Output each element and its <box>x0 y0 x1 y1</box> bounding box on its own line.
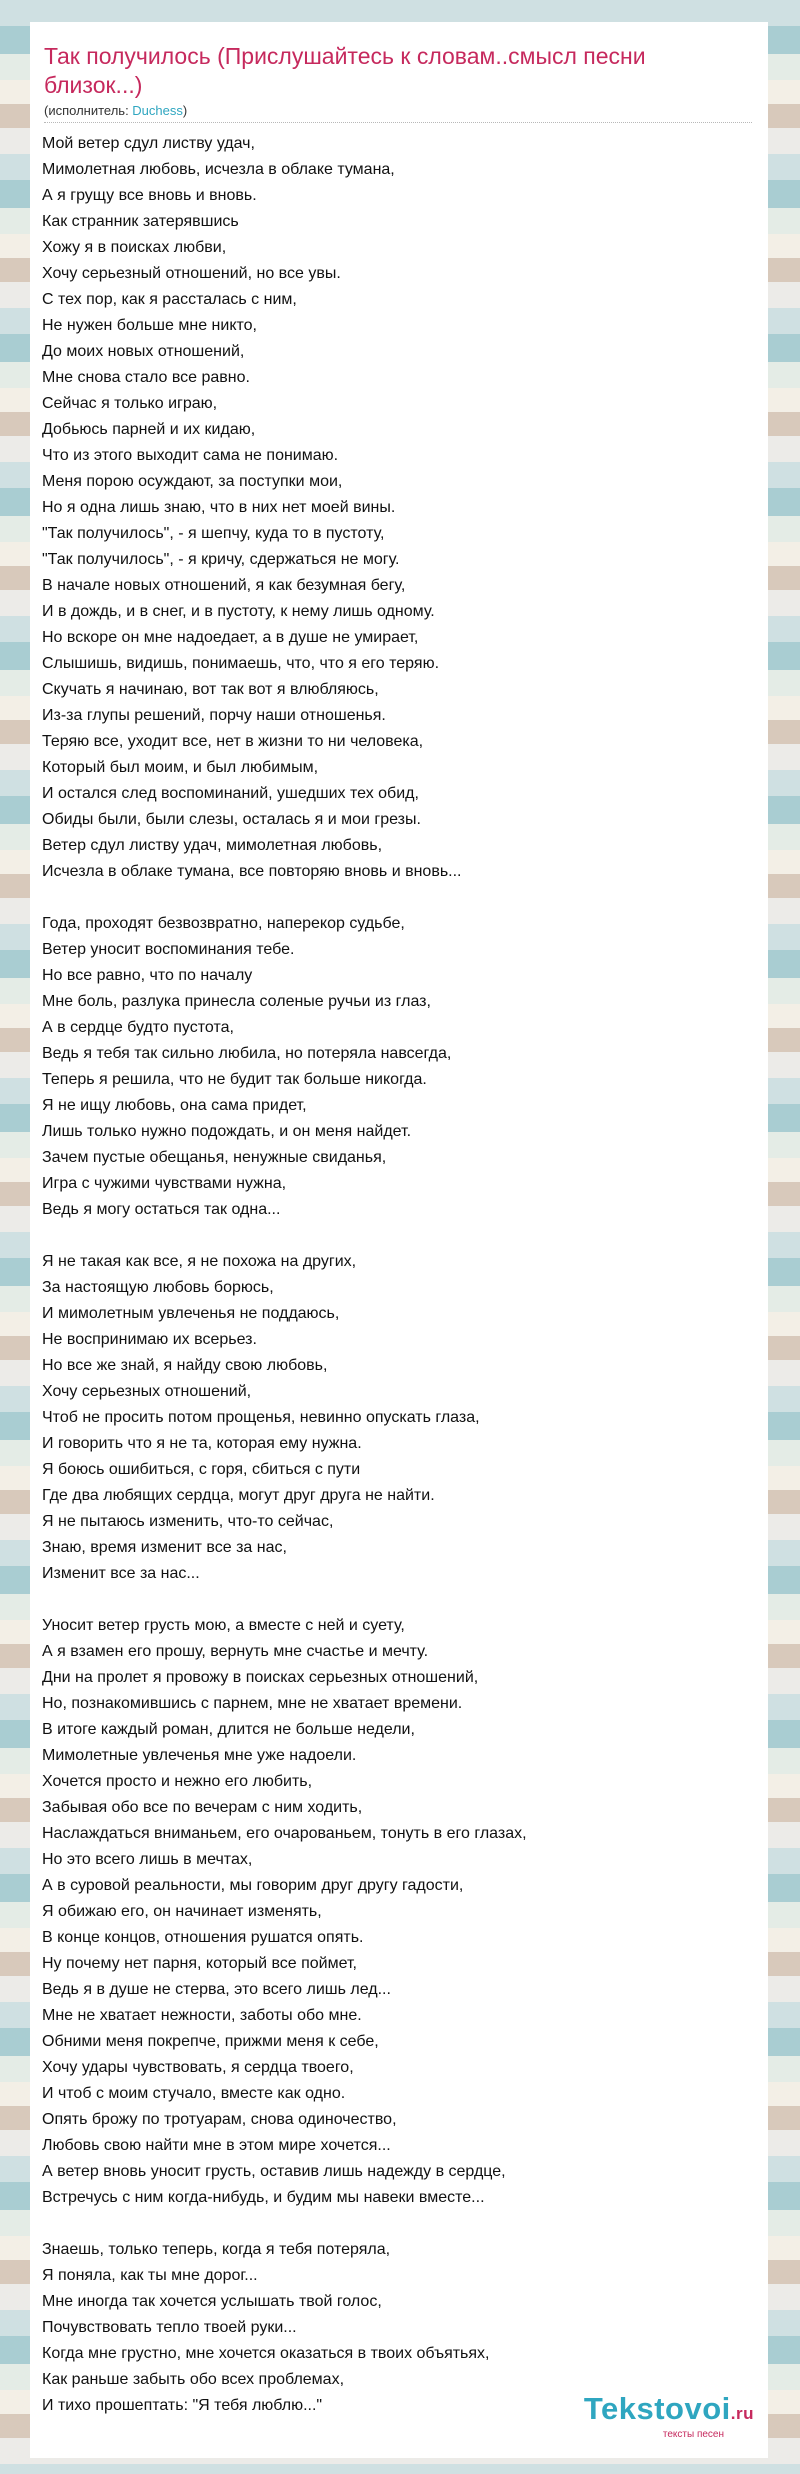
lyrics-line: Года, проходят безвозвратно, наперекор судьбе, <box>42 915 405 932</box>
lyrics-line: Изменит все за нас... <box>42 1565 200 1582</box>
lyrics-line: А в сердце будто пустота, <box>42 1019 234 1036</box>
lyrics-line: Но, познакомившись с парнем, мне не хватает времени. <box>42 1695 463 1712</box>
lyrics-line: Зачем пустые обещанья, ненужные свиданья, <box>42 1149 387 1166</box>
lyrics-line: Ведь я в душе не стерва, это всего лишь лед... <box>42 1981 391 1998</box>
lyrics-line: В конце концов, отношения рушатся опять. <box>42 1929 364 1946</box>
lyrics-line: Который был моим, и был любимым, <box>42 759 319 776</box>
lyrics-line: Знаешь, только теперь, когда я тебя потеряла, <box>42 2241 391 2258</box>
lyrics-line: Обиды были, были слезы, осталась я и мои грезы. <box>42 811 421 828</box>
lyrics-line: А я взамен его прошу, вернуть мне счастье и мечту. <box>42 1643 429 1660</box>
lyrics-line: Я боюсь ошибиться, с горя, сбиться с пути <box>42 1461 361 1478</box>
artist-prefix: (исполнитель: <box>44 103 133 118</box>
lyrics-line: Мой ветер сдул листву удач, <box>42 135 255 152</box>
lyrics-line: Не воспринимаю их всерьез. <box>42 1331 257 1348</box>
song-title: Так получилось (Прислушайтесь к словам..смысл песни близок...) <box>44 43 646 98</box>
lyrics-line: Опять брожу по тротуарам, снова одиночество, <box>42 2111 397 2128</box>
lyrics-line: Лишь только нужно подождать, и он меня найдет. <box>42 1123 412 1140</box>
lyrics-line: Я обижаю его, он начинает изменять, <box>42 1903 322 1920</box>
lyrics-line: Добьюсь парней и их кидаю, <box>42 421 256 438</box>
lyrics-line: Чтоб не просить потом прощенья, невинно опускать глаза, <box>42 1409 480 1426</box>
lyrics-line: Почувствовать тепло твоей руки... <box>42 2319 297 2336</box>
lyrics-line: Ведь я тебя так сильно любила, но потеряла навсегда, <box>42 1045 452 1062</box>
lyrics-line: Скучать я начинаю, вот так вот я влюбляюсь, <box>42 681 379 698</box>
lyrics-line: С тех пор, как я рассталась с ним, <box>42 291 297 308</box>
lyrics-line: Наслаждаться вниманьем, его очарованьем, тонуть в его глазах, <box>42 1825 527 1842</box>
lyrics-line: И говорить что я не та, которая ему нужна. <box>42 1435 362 1452</box>
lyrics-line: Уносит ветер грусть мою, а вместе с ней и суету, <box>42 1617 405 1634</box>
lyrics-line: Мимолетные увлеченья мне уже надоели. <box>42 1747 357 1764</box>
lyrics-stanza <box>42 131 757 885</box>
lyrics-line: Ветер сдул листву удач, мимолетная любовь, <box>42 837 383 854</box>
lyrics-line: Хочу удары чувствовать, я сердца твоего, <box>42 2059 354 2076</box>
lyrics-line: Меня порою осуждают, за поступки мои, <box>42 473 343 490</box>
lyrics-line: Мне снова стало все равно. <box>42 369 250 386</box>
lyrics-line: Обними меня покрепче, прижми меня к себе, <box>42 2033 379 2050</box>
logo-tld: .ru <box>730 2404 754 2423</box>
lyrics-line: Мимолетная любовь, исчезла в облаке тумана, <box>42 161 395 178</box>
lyrics-text <box>42 131 757 2445</box>
lyrics-line: Знаю, время изменит все за нас, <box>42 1539 287 1556</box>
lyrics-line: Но все равно, что по началу <box>42 967 253 984</box>
lyrics-line: Хочу серьезный отношений, но все увы. <box>42 265 341 282</box>
lyrics-line: Я поняла, как ты мне дорог... <box>42 2267 258 2284</box>
lyrics-line: Игра с чужими чувствами нужна, <box>42 1175 287 1192</box>
lyrics-line: И чтоб с моим стучало, вместе как одно. <box>42 2085 346 2102</box>
lyrics-line: Я не ищу любовь, она сама придет, <box>42 1097 307 1114</box>
lyrics-line: Ведь я могу остаться так одна... <box>42 1201 281 1218</box>
lyrics-line: Ну почему нет парня, который все поймет, <box>42 1955 357 1972</box>
lyrics-line: Когда мне грустно, мне хочется оказаться в твоих объятьях, <box>42 2345 490 2362</box>
lyrics-line: А ветер вновь уносит грусть, оставив лишь надежду в сердце, <box>42 2163 506 2180</box>
lyrics-line: Хочу серьезных отношений, <box>42 1383 252 1400</box>
lyrics-stanza <box>42 1249 757 1587</box>
lyrics-line: В итоге каждый роман, длится не больше недели, <box>42 1721 415 1738</box>
artist-line <box>44 103 752 123</box>
lyrics-line: Где два любящих сердца, могут друг друга не найти. <box>42 1487 435 1504</box>
lyrics-line: Как странник затерявшись <box>42 213 239 230</box>
lyrics-line: Слышишь, видишь, понимаешь, что, что я его теряю. <box>42 655 440 672</box>
lyrics-line: Сейчас я только играю, <box>42 395 218 412</box>
lyrics-line: Из-за глупы решений, порчу наши отношенья. <box>42 707 386 724</box>
lyrics-line: И в дождь, и в снег, и в пустоту, к нему лишь одному. <box>42 603 435 620</box>
lyrics-line: "Так получилось", - я шепчу, куда то в пустоту, <box>42 525 385 542</box>
lyrics-line: А я грущу все вновь и вновь. <box>42 187 257 204</box>
lyrics-line: Ветер уносит воспоминания тебе. <box>42 941 295 958</box>
logo-tagline: тексты песен <box>662 2429 724 2440</box>
lyrics-line: Мне иногда так хочется услышать твой голос, <box>42 2293 382 2310</box>
lyrics-line: Но это всего лишь в мечтах, <box>42 1851 253 1868</box>
lyrics-line: Хожу я в поисках любви, <box>42 239 227 256</box>
lyrics-line: Дни на пролет я провожу в поисках серьезных отношений, <box>42 1669 479 1686</box>
lyrics-stanza <box>42 911 757 1223</box>
lyrics-line: Но я одна лишь знаю, что в них нет моей вины. <box>42 499 396 516</box>
lyrics-line: И остался след воспоминаний, ушедших тех обид, <box>42 785 419 802</box>
logo-wordmark <box>584 2393 754 2430</box>
artist-link[interactable]: Duchess <box>132 103 183 118</box>
lyrics-line: И тихо прошептать: "Я тебя люблю..." <box>42 2397 323 2414</box>
lyrics-line: Любовь свою найти мне в этом мире хочется... <box>42 2137 391 2154</box>
site-logo[interactable] <box>584 2393 754 2440</box>
lyrics-line: Но вскоре он мне надоедает, а в душе не умирает, <box>42 629 419 646</box>
lyrics-line: Мне боль, разлука принесла соленые ручьи из глаз, <box>42 993 431 1010</box>
lyrics-line: Исчезла в облаке тумана, все повторяю вновь и вновь... <box>42 863 462 880</box>
lyrics-line: Что из этого выходит сама не понимаю. <box>42 447 339 464</box>
artist-suffix: ) <box>182 103 188 118</box>
logo-main-text: Tekstovoi <box>583 2391 731 2426</box>
lyrics-line: "Так получилось", - я кричу, сдержаться не могу. <box>42 551 400 568</box>
lyrics-line: За настоящую любовь борюсь, <box>42 1279 274 1296</box>
lyrics-line: Хочется просто и нежно его любить, <box>42 1773 313 1790</box>
lyrics-line: Встречусь с ним когда-нибудь, и будим мы навеки вместе... <box>42 2189 485 2206</box>
lyrics-card <box>30 22 768 2458</box>
lyrics-line: Теперь я решила, что не будит так больше никогда. <box>42 1071 427 1088</box>
lyrics-stanza <box>42 1613 757 2211</box>
lyrics-line: В начале новых отношений, я как безумная бегу, <box>42 577 406 594</box>
lyrics-line: А в суровой реальности, мы говорим друг другу гадости, <box>42 1877 464 1894</box>
lyrics-line: До моих новых отношений, <box>42 343 245 360</box>
lyrics-line: Как раньше забыть обо всех проблемах, <box>42 2371 345 2388</box>
lyrics-line: Мне не хватает нежности, заботы обо мне. <box>42 2007 362 2024</box>
lyrics-line: Забывая обо все по вечерам с ним ходить, <box>42 1799 363 1816</box>
lyrics-line: Теряю все, уходит все, нет в жизни то ни человека, <box>42 733 424 750</box>
lyrics-line: Я не пытаюсь изменить, что-то сейчас, <box>42 1513 334 1530</box>
lyrics-line: Но все же знай, я найду свою любовь, <box>42 1357 328 1374</box>
lyrics-line: И мимолетным увлеченья не поддаюсь, <box>42 1305 340 1322</box>
lyrics-line: Я не такая как все, я не похожа на других, <box>42 1253 357 1270</box>
song-header <box>30 22 768 123</box>
lyrics-line: Не нужен больше мне никто, <box>42 317 257 334</box>
